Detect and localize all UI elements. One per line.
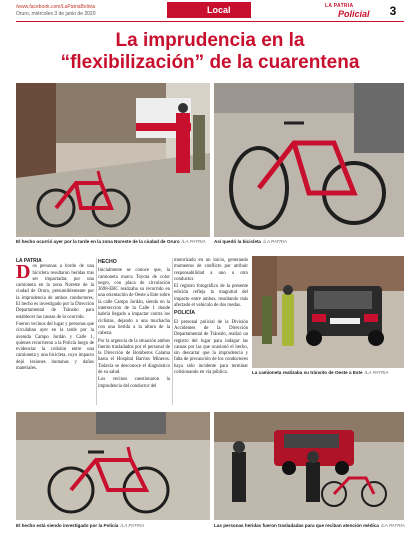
paragraph: Los vecinos cuestionaron la imprudencia del conductor del [98,377,170,389]
paragraph: os personas a bordo de una bicicleta resultaron heridas tras ser impactadas por una camioneta en la zona Noreste de la ciudad de Oruro, presumiblemente por la imprudencia de ambos conductores. El hecho es investigado por la Dirección Departamental de Tránsito para establecer las causas de lo ocurrido. [16,264,94,320]
header-rule [16,21,404,22]
section-label: Local [167,2,251,18]
photo-caption-2: Así quedó la bicicleta /LA PATRIA [214,239,287,244]
paragraph: Inicialmente se conoce que, la camioneta marca Toyota de color negro, con placa de circulación 3698-EBC realizaba su recorrido en una orientación de Oeste a Este sobre la calle Campo Jordán, siendo en la intersección de la Calle 1 donde habría llegado a impactar contra los ciclistas, dejando a una muchacha con una herida a la altura de la cabeza. [98,268,170,337]
article-column-3 [174,258,248,377]
column-divider [172,258,173,405]
headline-line-2: “flexibilización” de la cuarentena [60,52,360,73]
paragraph: Por la urgencia de la situación ambos fueron trasladados por el personal de la Dirección de Bomberos Calama hasta el Hospital Barrios Mineros. Todavía se desconoce el diagnóstico de su salud. [98,338,170,376]
paragraph: Fueron vecinos del lugar y personas que circulaban ayer en la tarde por la avenida Campo Jordán y Calle 1, quienes recurrieron a la Policía luego de evidenciar la colisión entre una camioneta y una bicicleta, cuyo impacto dejó lesiones humanas y daños materiales. [16,321,94,372]
issue-date: Oruro, miércoles 3 de junio de 2020 [16,11,96,17]
photo-bicycle-investigation [16,412,210,520]
headline-line-1: La imprudencia en la [115,30,305,51]
photo-caption-5: Las personas heridas fueron trasladadas para que reciban atención médica /LA PATRIA [214,523,405,528]
page-number: 3 [389,4,397,18]
photo-injured-transfer [214,412,404,520]
brand-top: LA PATRIA [325,3,354,9]
subheading-policia: POLICÍA [174,310,196,317]
article-column-2 [98,258,170,391]
photo-pickup-truck [252,256,404,368]
paragraph: motorizado en un inicio, generando momentos de conflicto por atribuir responsabilidad a uno u otro conductor. [174,258,248,282]
social-link: /www.facebook.com/LaPatriaBolivia [16,4,96,10]
brand-name: Policial [338,9,370,19]
photo-street-scene [16,83,210,237]
article-column-1 [16,258,94,373]
paragraph: El registro fotográfico de la presente edición refleja la magnitud del impacto entre ambos, resultando más afectado el vehículo de dos ruedas. [174,284,248,309]
photo-caption-1: El hecho ocurrió ayer por la tarde en la zona Noreste de la ciudad de Oruro /LA PATRIA [16,239,206,244]
photo-damaged-bicycle [214,83,404,237]
paragraph: El personal policial de la División Accidentes de la Dirección Departamental de Tránsito, realizó un registro del lugar para indagar las causas por las que ocasionó el hecho, sin descartar que la imprudencia y falta de precaución de los conductores haya sido incidente para terminar colisionando en vía pública. [174,319,248,376]
headline [16,30,404,74]
photo-caption-3: La camioneta realizaba su tránsito de Oeste a Este /LA PATRIA [252,370,389,375]
photo-caption-4: El hecho está siendo investigado por la Policía /LA PATRIA [16,523,145,528]
subheading-hecho: HECHO [98,259,117,265]
dropcap: D [16,261,31,284]
byline: LA PATRIA [16,258,42,264]
column-divider [96,258,97,405]
